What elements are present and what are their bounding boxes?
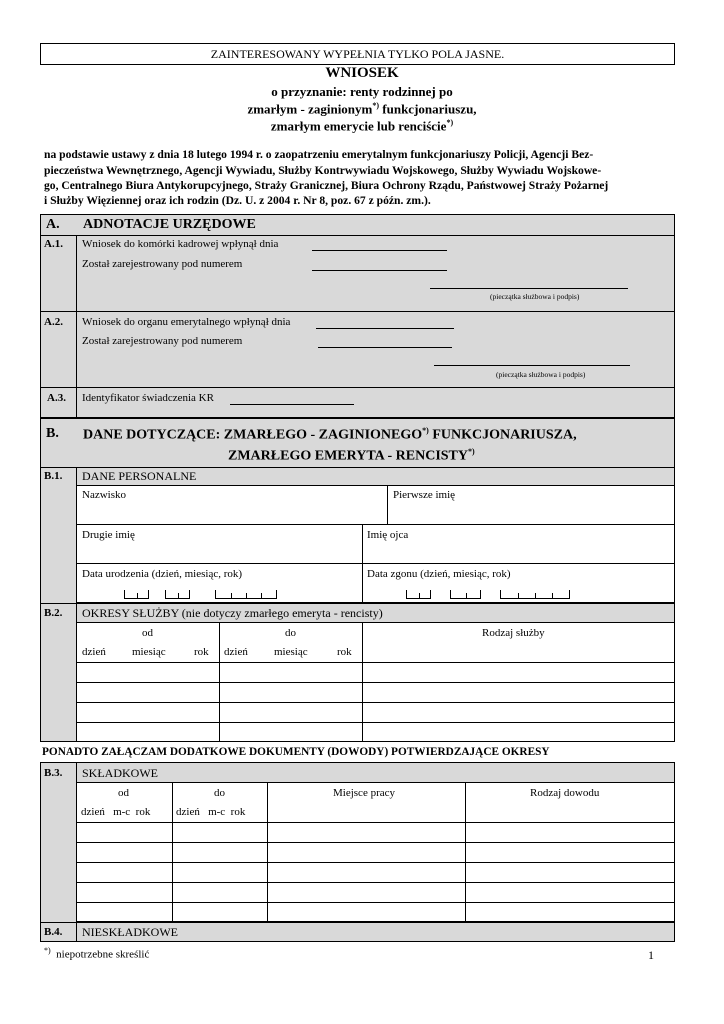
legal-basis-line4: i Służby Więziennej oraz ich rodzin (Dz. U. z 2004 r. Nr 8, poz. 67 z późn. zm.). (44, 194, 431, 207)
father-name-label: Imię ojca (367, 529, 409, 541)
section-b-title2a: ZMARŁEGO EMERYTA - RENCISTY (228, 448, 468, 464)
birth-year-boxes[interactable] (215, 590, 277, 599)
second-name-label: Drugie imię (82, 529, 135, 541)
banner (40, 43, 675, 65)
title-line2 (0, 101, 724, 117)
death-month-boxes[interactable] (450, 590, 481, 599)
b3-from-dmr: dzień m-c rok (81, 806, 151, 818)
legal-basis-line2: pieczeństwa Wewnętrznego, Agencji Wywiadu, Służby Kontrwywiadu Wojskowego, Służby Wywiadu Wojskowe- (44, 164, 602, 177)
title-line1: o przyznanie: renty rodzinnej po (271, 84, 453, 99)
page-number: 1 (648, 948, 654, 962)
footnote-sup: *) (44, 946, 51, 955)
a2-received-field[interactable] (316, 328, 454, 329)
death-year-boxes[interactable] (500, 590, 570, 599)
b3-from-header: od (118, 787, 129, 799)
a1-received-label: Wniosek do komórki kadrowej wpłynął dnia (82, 238, 279, 250)
title-line3-a: zmarłym emerycie lub renciście (270, 118, 447, 134)
b3-workplace-header: Miejsce pracy (333, 787, 395, 799)
b4-number: B.4. (44, 926, 63, 938)
banner-text: ZAINTERESOWANY WYPEŁNIA TYLKO POLA JASNE. (210, 47, 505, 61)
section-b-title1b: FUNKCJONARIUSZA, (428, 427, 577, 443)
page-title: WNIOSEK (325, 65, 399, 81)
b2-from-year: rok (194, 646, 209, 658)
b3-title: SKŁADKOWE (82, 766, 158, 780)
title-line2-b: funkcjonariuszu, (379, 101, 477, 117)
b2-from-header: od (142, 627, 153, 639)
section-b-title2-sup: *) (468, 447, 475, 456)
a2-received-label: Wniosek do organu emerytalnego wpłynął dnia (82, 316, 291, 328)
a2-stamp-caption: (pieczątka służbowa i podpis) (496, 370, 586, 379)
b1-personal-grid (76, 485, 675, 603)
b3-contribution-table (76, 782, 675, 922)
a3-number: A.3. (47, 392, 66, 404)
b2-to-day: dzień (224, 646, 248, 658)
b3-number: B.3. (44, 767, 63, 779)
birth-day-boxes[interactable] (124, 590, 149, 599)
additional-documents-heading: PONADTO ZAŁĄCZAM DODATKOWE DOKUMENTY (DOWODY) POTWIERDZAJĄCE OKRESY (42, 746, 550, 758)
a1-stamp-line[interactable] (430, 288, 628, 289)
a1-registered-label: Został zarejestrowany pod numerem (82, 258, 243, 270)
a2-registered-label: Został zarejestrowany pod numerem (82, 335, 243, 347)
death-day-boxes[interactable] (406, 590, 431, 599)
a1-received-field[interactable] (312, 250, 447, 251)
title-line3 (0, 118, 724, 134)
death-date-label: Data zgonu (dzień, miesiąc, rok) (367, 568, 511, 580)
b1-title: DANE PERSONALNE (82, 469, 197, 483)
legal-basis-line3: go, Centralnego Biura Antykorupcyjnego, Straży Granicznej, Biura Ochrony Rządu, Państwowej Straży Pożarnej (44, 179, 609, 192)
section-b-title-line2 (228, 447, 475, 465)
section-b-title1a: DANE DOTYCZĄCE: ZMARŁEGO - ZAGINIONEGO (83, 427, 423, 443)
b1-number: B.1. (44, 470, 63, 482)
section-b-title-line1 (83, 426, 577, 444)
a1-registered-field[interactable] (312, 270, 447, 271)
a2-stamp-line[interactable] (434, 365, 630, 366)
b2-from-month: miesiąc (132, 646, 166, 658)
birth-month-boxes[interactable] (165, 590, 190, 599)
first-name-label: Pierwsze imię (393, 489, 456, 501)
legal-basis-line1: na podstawie ustawy z dnia 18 lutego 1994 r. o zaopatrzeniu emerytalnym funkcjonariuszy Policji, Agencji Bez- (44, 148, 594, 161)
a3-identifier-label: Identyfikator świadczenia KR (82, 392, 214, 404)
section-a-letter: A. (46, 217, 60, 232)
footnote (44, 946, 149, 961)
b2-from-day: dzień (82, 646, 106, 658)
b3-evidence-type-header: Rodzaj dowodu (530, 787, 600, 799)
b3-to-header: do (214, 787, 225, 799)
title-line2-sup: *) (372, 101, 380, 110)
b2-number: B.2. (44, 607, 63, 619)
surname-label: Nazwisko (82, 489, 126, 501)
a2-registered-field[interactable] (318, 347, 452, 348)
b2-service-type-header: Rodzaj służby (482, 627, 545, 639)
title-line2-a: zmarłym - zaginionym (247, 101, 373, 117)
b2-to-header: do (285, 627, 296, 639)
section-b-letter: B. (46, 426, 59, 441)
birth-date-label: Data urodzenia (dzień, miesiąc, rok) (82, 568, 243, 580)
title-line3-sup: *) (446, 118, 454, 127)
b4-title: NIESKŁADKOWE (82, 925, 178, 939)
a2-number: A.2. (44, 316, 63, 328)
section-a-title: ADNOTACJE URZĘDOWE (83, 217, 256, 232)
b2-to-year: rok (337, 646, 352, 658)
footnote-text: niepotrzebne skreślić (56, 948, 150, 961)
section-b-title1-sup: *) (422, 426, 429, 435)
a1-number: A.1. (44, 238, 63, 250)
b3-to-dmr: dzień m-c rok (176, 806, 246, 818)
a1-stamp-caption: (pieczątka służbowa i podpis) (490, 292, 580, 301)
b2-title: OKRESY SŁUŻBY (nie dotyczy zmarłego emeryta - rencisty) (82, 606, 383, 620)
b2-to-month: miesiąc (274, 646, 308, 658)
a3-identifier-field[interactable] (230, 404, 354, 405)
